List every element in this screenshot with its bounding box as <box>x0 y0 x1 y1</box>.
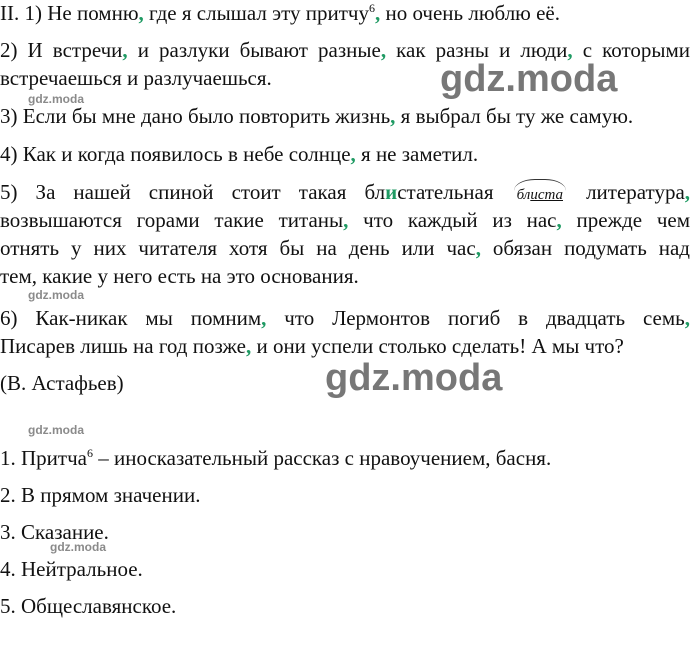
comma-mark: , <box>138 1 144 25</box>
watermark-logo: gdz.moda <box>325 357 503 399</box>
sentence-2-line-2: встречаешься и разлучаешься. <box>0 66 272 90</box>
note-2: 2. В прямом значении. <box>0 483 201 507</box>
sentence-5-line-4: тем, какие у него есть на это основания. <box>0 264 359 288</box>
sentence-6-line-2: Писарев лишь на год позже, и они успели столько сделать! А мы что? <box>0 334 624 358</box>
watermark-small: gdz.moda <box>28 288 84 302</box>
note-4: 4. Нейтральное. <box>0 557 143 581</box>
sentence-3: 3) Если бы мне дано было повторить жизнь, я выбрал бы ту же самую. <box>0 104 634 128</box>
sentence-2-line-1: 2) И встречи, и разлуки бывают разные, как разны и люди, с которыми <box>0 38 691 62</box>
watermark-small: gdz.moda <box>28 423 84 437</box>
watermark-small: gdz.moda <box>50 540 106 554</box>
footnote-ref: 6 <box>368 1 375 15</box>
note-5: 5. Общеславянское. <box>0 594 177 618</box>
watermark-small: gdz.moda <box>28 92 84 106</box>
root-morpheme-mark: блиста <box>514 179 566 208</box>
author-attribution: (В. Астафьев) <box>0 371 124 395</box>
watermark-logo: gdz.moda <box>440 58 618 100</box>
comma-mark: , <box>374 1 381 25</box>
sentence-4: 4) Как и когда появилось в небе солнце, я не заметил. <box>0 142 479 166</box>
note-3: 3. Сказание. <box>0 520 109 544</box>
highlighted-vowel: и <box>385 180 398 204</box>
sentence-5-line-2: возвышаются горами такие титаны, что каждый из нас, прежде чем <box>0 208 691 232</box>
sentence-6-line-1: 6) Как-никак мы помним, что Лермонтов погиб в двадцать семь, <box>0 306 690 330</box>
sentence-5-line-3: отнять у них читателя хотя бы на день или час, обязан подумать над <box>0 236 690 260</box>
sentence-1: II. 1) Не помню, где я слышал эту притчу$^6$, но очень люблю её. <box>0 1 561 25</box>
note-1: 1. Притча$^6$ – иносказательный рассказ с нравоучением, басня. <box>0 446 552 470</box>
sentence-5-line-1: 5) За нашей спиной стоит такая блистательная блиста литература, <box>0 179 690 208</box>
